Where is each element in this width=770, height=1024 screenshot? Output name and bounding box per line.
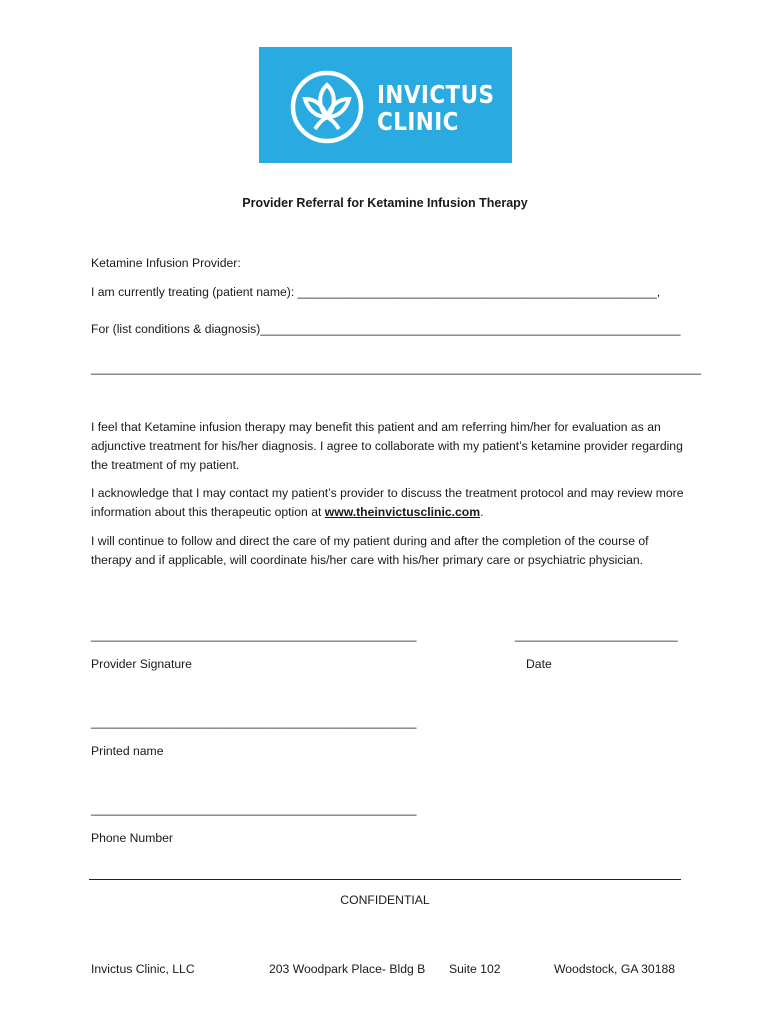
footer-suite: Suite 102 xyxy=(449,962,501,976)
acknowledge-period: . xyxy=(480,505,484,519)
acknowledge-paragraph xyxy=(91,484,691,522)
provider-label: Ketamine Infusion Provider: xyxy=(91,256,241,270)
footer-address: 203 Woodpark Place- Bldg B xyxy=(269,962,426,976)
conditions-field[interactable]: For (list conditions & diagnosis)______________________________________________________________ xyxy=(91,322,681,336)
footer-company: Invictus Clinic, LLC xyxy=(91,962,195,976)
logo-line-2: CLINIC xyxy=(377,107,459,136)
printed-name-field[interactable]: ________________________________________________ xyxy=(91,715,417,729)
clinic-logo xyxy=(259,47,512,163)
conditions-field-continued[interactable]: __________________________________________________________________________________________ xyxy=(91,361,702,375)
phone-number-field[interactable]: ________________________________________________ xyxy=(91,802,417,816)
lotus-icon xyxy=(289,69,365,145)
date-label: Date xyxy=(526,657,552,671)
page-title: Provider Referral for Ketamine Infusion Therapy xyxy=(242,196,528,210)
acknowledge-text: I acknowledge that I may contact my patient’s provider to discuss the treatment protocol and may review more information about this therapeutic option at xyxy=(91,486,684,519)
logo-line-1: INVICTUS xyxy=(377,80,495,109)
printed-name-label: Printed name xyxy=(91,744,164,758)
footer-city: Woodstock, GA 30188 xyxy=(554,962,676,976)
logo-wordmark xyxy=(377,81,494,135)
provider-signature-field[interactable]: ________________________________________________ xyxy=(91,628,417,642)
confidential-label: CONFIDENTIAL xyxy=(340,893,430,907)
date-field[interactable]: ________________________ xyxy=(515,628,678,642)
provider-signature-label: Provider Signature xyxy=(91,657,192,671)
patient-name-field[interactable]: I am currently treating (patient name): _____________________________________________________, xyxy=(91,285,661,299)
continuing-care-paragraph: I will continue to follow and direct the care of my patient during and after the completion of the course of therapy and if applicable, will coordinate his/her care with his/her primary care or psychiatric physician. xyxy=(91,534,649,567)
referral-paragraph: I feel that Ketamine infusion therapy may benefit this patient and am referring him/her for evaluation as an adjunctive treatment for his/her diagnosis. I agree to collaborate with my patient’s ketamine provider regarding the treatment of my patient. xyxy=(91,420,683,472)
footer-divider xyxy=(89,879,681,880)
clinic-website-link[interactable]: www.theinvictusclinic.com xyxy=(324,505,481,519)
phone-number-label: Phone Number xyxy=(91,831,173,845)
